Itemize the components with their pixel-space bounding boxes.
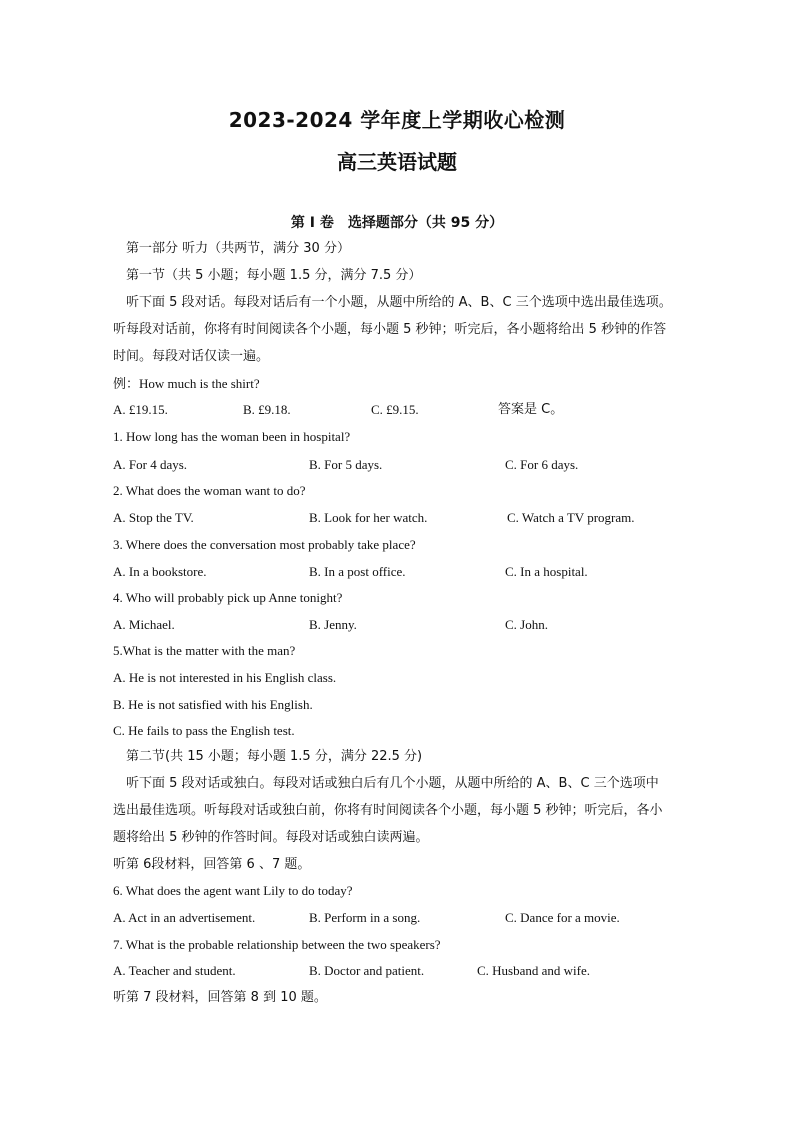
q7-option-b: B. Doctor and patient. [309, 963, 425, 978]
q1-option-a: A. For 4 days. [113, 457, 188, 472]
question-5: 5.What is the matter with the man? [113, 643, 296, 658]
instruction1-line1: 听下面 5 段对话。每段对话后有一个小题，从题中所给的 A、B、C 三个选项中选出最佳选项。 [126, 295, 672, 310]
example-option-b: B. £9.18. [243, 402, 291, 417]
instruction2-line1: 听下面 5 段对话或独白。每段对话或独白后有几个小题，从题中所给的 A、B、C 三个选项中 [126, 776, 659, 791]
q4-option-c: C. John. [505, 617, 548, 632]
q5-option-b: B. He is not satisfied with his English. [113, 697, 313, 712]
example-option-c: C. £9.15. [371, 402, 419, 417]
q3-option-a: A. In a bookstore. [113, 564, 207, 579]
q3-option-c: C. In a hospital. [505, 564, 588, 579]
question-7: 7. What is the probable relationship between the two speakers? [113, 937, 441, 952]
instruction2-line3: 题将给出 5 秒钟的作答时间。每段对话或独白读两遍。 [113, 830, 429, 845]
q4-option-b: B. Jenny. [309, 617, 357, 632]
q7-option-a: A. Teacher and student. [113, 963, 236, 978]
q6-option-a: A. Act in an advertisement. [113, 910, 256, 925]
material-6-note: 听第 6段材料，回答第 6 、7 题。 [113, 857, 311, 872]
q4-option-a: A. Michael. [113, 617, 175, 632]
q5-option-a: A. He is not interested in his English class. [113, 670, 337, 685]
q1-option-c: C. For 6 days. [505, 457, 579, 472]
q2-option-c: C. Watch a TV program. [507, 510, 635, 525]
question-4: 4. Who will probably pick up Anne tonight? [113, 590, 343, 605]
q3-option-b: B. In a post office. [309, 564, 406, 579]
q6-option-c: C. Dance for a movie. [505, 910, 620, 925]
question-3: 3. Where does the conversation most probably take place? [113, 537, 416, 552]
instruction2-line2: 选出最佳选项。听每段对话或独白前，你将有时间阅读各个小题，每小题 5 秒钟；听完后，各小 [113, 803, 663, 818]
section-heading: 第 I 卷 选择题部分（共 95 分） [290, 215, 504, 231]
q1-option-b: B. For 5 days. [309, 457, 383, 472]
example-option-a: A. £19.15. [113, 402, 168, 417]
section1-heading: 第一节（共 5 小题；每小题 1.5 分，满分 7.5 分） [126, 268, 422, 283]
q6-option-b: B. Perform in a song. [309, 910, 421, 925]
part1-heading: 第一部分 听力（共两节，满分 30 分） [126, 241, 350, 256]
question-6: 6. What does the agent want Lily to do today? [113, 883, 353, 898]
exam-title: 2023-2024 学年度上学期收心检测 [228, 108, 566, 132]
exam-subtitle: 高三英语试题 [337, 150, 457, 174]
q7-option-c: C. Husband and wife. [477, 963, 591, 978]
question-1: 1. How long has the woman been in hospital? [113, 429, 351, 444]
q5-option-c: C. He fails to pass the English test. [113, 723, 295, 738]
q2-option-a: A. Stop the TV. [113, 510, 194, 525]
q2-option-b: B. Look for her watch. [309, 510, 428, 525]
instruction1-line2: 听每段对话前，你将有时间阅读各个小题，每小题 5 秒钟；听完后，各小题将给出 5 秒钟的作答 [113, 322, 667, 337]
example-question: 例：How much is the shirt? [113, 376, 260, 391]
question-2: 2. What does the woman want to do? [113, 483, 306, 498]
section2-heading: 第二节(共 15 小题；每小题 1.5 分，满分 22.5 分) [126, 749, 423, 764]
example-answer: 答案是 C。 [498, 402, 564, 417]
instruction1-line3: 时间。每段对话仅读一遍。 [113, 349, 270, 364]
material-7-note: 听第 7 段材料，回答第 8 到 10 题。 [113, 990, 327, 1005]
